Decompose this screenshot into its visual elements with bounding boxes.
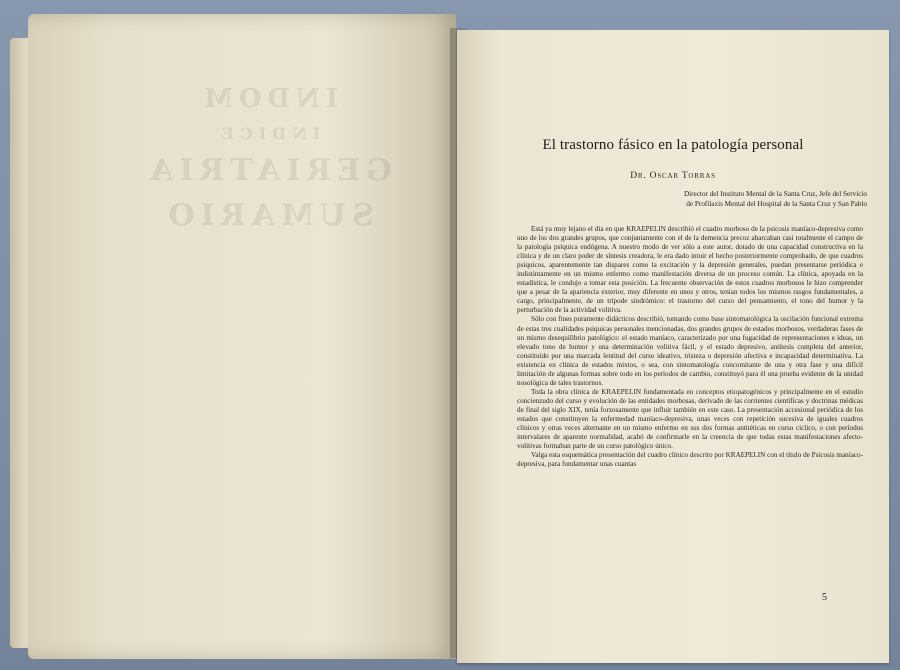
body-paragraph: Sólo con fines puramente didácticos describió, tomando como base sintomatológica la oscilación funcional extrema de estas tres cualidades psíquicas personales mencionadas, dos grandes grupos de estados morbosos, verdaderas fases de un mismo desequilibrio patológico: el estado maníaco, caracterizado por una fugacidad de representaciones e ideas, un elevado tono de humor y una determinación volitiva fácil, y el estado depresivo, antítesis completa del anterior, constituído por una marcada lentitud del curso ideativo, tristeza o depresión afectiva e incapacidad determinativa. La existencia en clínica de estados mixtos, o sea, con sintomatología concomitante de una y otra fase y una difícil limitación de algunas formas sobre todo en los períodos de cambio, constituyó para él una prueba evidente de la unidad nosológica de tales trastornos. xyxy=(517,315,863,387)
affiliation-line: de Profilaxis Mental del Hospital de la Santa Cruz y San Pablo xyxy=(686,199,867,208)
article-author: Dr. Oscar Torras xyxy=(630,171,716,181)
body-paragraph: Valga esta esquemática presentación del cuadro clínico descrito por KRAEPELIN con el título de Psicosis maníaco-depresiva, para fundamentar unas cuantas xyxy=(517,451,863,469)
open-book xyxy=(10,8,890,663)
body-paragraph: Está ya muy lejano el día en que KRAEPELIN describió el cuadro morboso de la psicosis maníaco-depresiva como uno de los dos grandes grupos, que conjuntamente con el de la demencia precoz abarcaban casi totalmente el campo de la patología psíquica endógena. A nuestro modo de ver sólo a este autor, dotado de una capacidad constructiva en la clínica y de un claro poder de síntesis creadora, le era dado intuir el hecho posteriormente comprobado, de que cuadros psíquicos, aparentemente tan dispares como la excitación y la depresión generales, puedan presentarse periódica e indistintamente en un mismo enfermo como manifestación diversa de un proceso común. La clínica, apoyada en la estadística, le condujo a tomar esta posición. La frecuente observación de estos cuadros morbosos le hizo comprender que a pesar de la apariencia exterior, muy diferente en unos y otros, tenían todos los mismos rasgos fundamentales, a cargo, principalmente, de un trípode sindrómico: el trastorno del curso del pensamiento, el tono del humor y la perturbación de la actividad volitiva. xyxy=(517,225,863,315)
right-page xyxy=(457,30,889,663)
show-through-text: INDOM INDICE GERIATRIA SUMARIO xyxy=(144,84,392,233)
article-body xyxy=(517,225,863,469)
left-page xyxy=(28,14,456,659)
article-title: El trastorno fásico en la patología personal xyxy=(542,137,804,153)
author-affiliation xyxy=(577,190,867,209)
body-paragraph: Toda la obra clínica de KRAEPELIN fundamentada en conceptos etiopatogénicos y principalmente en el estudio concienzudo del curso y evolución de las entidades morbosas, derivado de las corrientes científicas y doctrinas médicas de final del siglo XIX, tenía forzosamente que influir también en este caso. La presentación accesional periódica de los estados que constituyen la enfermedad maníaco-depresiva, unas veces con repetición sucesiva de iguales cuadros clínicos y otras veces alternante en un mismo enfermo en sus dos formas antitéticas en curso cíclico, o con períodos intervalares de aparente normalidad, acabó de confirmarle en la creencia de que todas estas manifestaciones afecto-volitivas formaban parte de un curso patológico único. xyxy=(517,387,863,451)
affiliation-line: Director del Instituto Mental de la Santa Cruz, Jefe del Servicio xyxy=(683,190,867,198)
page-number: 5 xyxy=(822,592,827,603)
